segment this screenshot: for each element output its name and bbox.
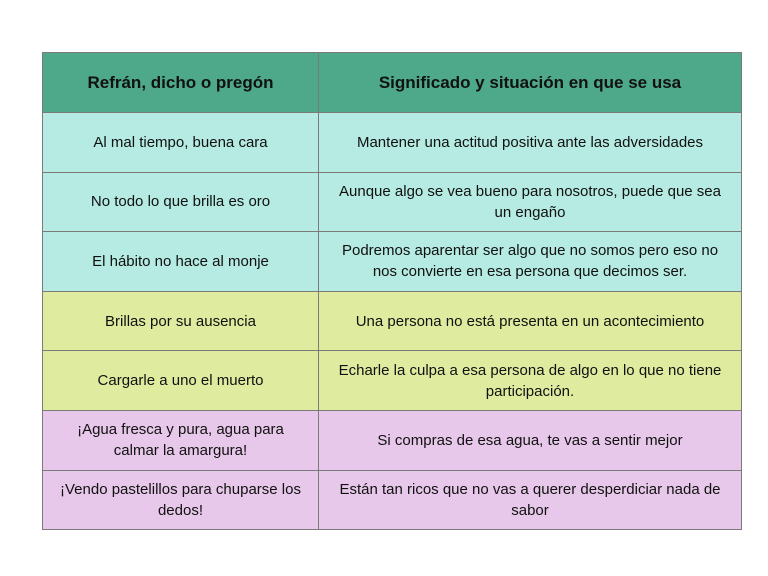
saying-cell: No todo lo que brilla es oro — [43, 172, 319, 232]
meaning-cell: Están tan ricos que no vas a querer desperdiciar nada de sabor — [319, 470, 742, 530]
sayings-table-container — [42, 52, 741, 530]
saying-cell: ¡Agua fresca y pura, agua para calmar la amargura! — [43, 410, 319, 470]
table-row — [43, 172, 742, 232]
meaning-cell: Podremos aparentar ser algo que no somos pero eso no nos convierte en esa persona que decimos ser. — [319, 232, 742, 292]
sayings-table — [42, 52, 742, 530]
saying-cell: El hábito no hace al monje — [43, 232, 319, 292]
saying-cell: Cargarle a uno el muerto — [43, 351, 319, 411]
meaning-cell: Mantener una actitud positiva ante las adversidades — [319, 113, 742, 173]
saying-cell: ¡Vendo pastelillos para chuparse los dedos! — [43, 470, 319, 530]
meaning-cell: Si compras de esa agua, te vas a sentir mejor — [319, 410, 742, 470]
table-row — [43, 351, 742, 411]
column-header-meaning: Significado y situación en que se usa — [319, 53, 742, 113]
header-row — [43, 53, 742, 113]
column-header-saying: Refrán, dicho o pregón — [43, 53, 319, 113]
table-row — [43, 470, 742, 530]
meaning-cell: Una persona no está presenta en un acontecimiento — [319, 291, 742, 351]
table-row — [43, 232, 742, 292]
table-row — [43, 113, 742, 173]
table-row — [43, 291, 742, 351]
meaning-cell: Echarle la culpa a esa persona de algo en lo que no tiene participación. — [319, 351, 742, 411]
table-row — [43, 410, 742, 470]
saying-cell: Brillas por su ausencia — [43, 291, 319, 351]
saying-cell: Al mal tiempo, buena cara — [43, 113, 319, 173]
meaning-cell: Aunque algo se vea bueno para nosotros, puede que sea un engaño — [319, 172, 742, 232]
